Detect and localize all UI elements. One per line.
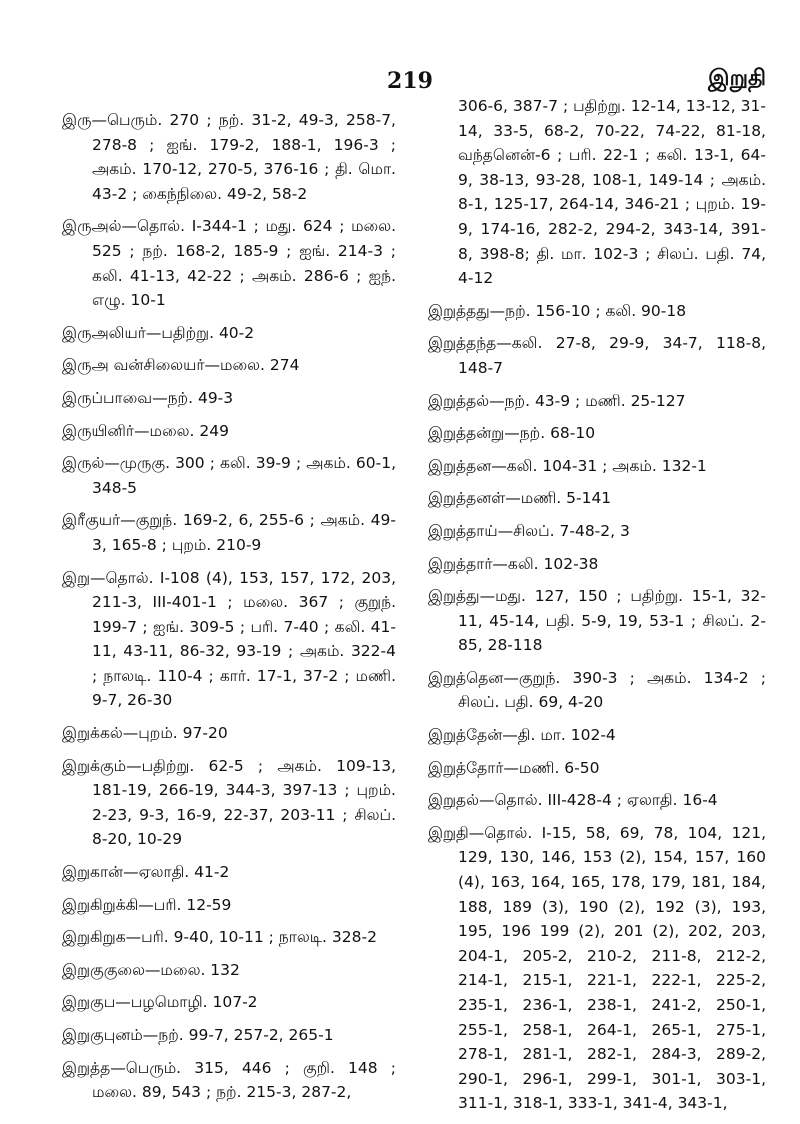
index-entry: இறுகுபுனம்—நற். 99-7, 257-2, 265-1 [62, 1026, 334, 1044]
index-entry: இருப்பாவை—நற். 49-3 [62, 388, 234, 407]
index-entry: இருஅலியர்—பதிற்று. 40-2 [62, 323, 255, 342]
index-entry: இருயினிர்—மலை. 249 [62, 421, 229, 440]
index-entry: இறுத்த—பெரும். 315, 446 ; குறி. 148 ; மலை. 89, 543 ; நற். 215-3, 287-2, [62, 1058, 396, 1102]
index-entry: இறுதி—தொல். I-15, 58, 69, 78, 104, 121, 129, 130, 146, 153 (2), 154, 157, 160 (4), 163, 164, 165, 178, 179, 181, 184, 188, 189 (3), 190 (2), 192 (3), 193, 195, 196 199 (2), 201 (2), 202, 203, 204-1, 205-2, 210-2, 211-8, 212-2, 214-1, 215-1, 221-1, 222-1, 225-2, 235-1, 236-1, 238-1, 241-2, 250-1, 255-1, 258-1, 264-1, 265-1, 275-1, 278-1, 281-1, 282-1, 284-3, 289-2, 290-1, 296-1, 299-1, 301-1, 303-1, 311-1, 318-1, 333-1, 341-4, 343-1, [428, 823, 766, 1113]
index-entry: இறுதல்—தொல். III-428-4 ; ஏலாதி. 16-4 [428, 791, 718, 810]
index-entry: இறுத்து—மது. 127, 150 ; பதிற்று. 15-1, 32-11, 45-14, பதி. 5-9, 19, 53-1 ; சிலப். 2-85, 28-118 [428, 587, 766, 655]
index-entry: இறுக்கும்—பதிற்று. 62-5 ; அகம். 109-13, 181-19, 266-19, 344-3, 397-13 ; புறம். 2-23, 9-3, 16-9, 22-37, 203-11 ; சிலப். 8-20, 10-29 [62, 756, 396, 849]
index-entry: இறுத்தன்று—நற். 68-10 [428, 424, 596, 443]
index-entry-continued: 306-6, 387-7 ; பதிற்று. 12-14, 13-12, 31-14, 33-5, 68-2, 70-22, 74-22, 81-18, வந்தனென்-6 ; பரி. 22-1 ; கலி. 13-1, 64-9, 38-13, 93-28, 108-1, 149-14 ; அகம். 8-1, 125-17, 264-14, 346-21 ; புறம். 19-9, 174-16, 282-2, 294-2, 343-14, 391-8, 398-8; தி. மா. 102-3 ; சிலப். பதி. 74, 4-12 [458, 97, 766, 288]
index-entry: இறுகிறுக—பரி. 9-40, 10-11 ; நாலடி. 328-2 [62, 928, 377, 947]
index-entry: இறுகுகுலை—மலை. 132 [62, 960, 240, 979]
index-entry: இறுத்தென—குறுந். 390-3 ; அகம். 134-2 ; சிலப். பதி. 69, 4-20 [428, 668, 766, 712]
index-entry: இறுகுப—பழமொழி. 107-2 [62, 993, 258, 1012]
index-entry: இருஅ வன்சிலையர்—மலை. 274 [62, 356, 300, 375]
index-entry: இருஅல்—தொல். I-344-1 ; மது. 624 ; மலை. 525 ; நற். 168-2, 185-9 ; ஐங். 214-3 ; கலி. 41-13, 42-22 ; அகம். 286-6 ; ஐந். எழு. 10-1 [62, 217, 396, 310]
index-entry: இரீகுயர்—குறுந். 169-2, 6, 255-6 ; அகம். 49-3, 165-8 ; புறம். 210-9 [62, 511, 396, 554]
index-entry: இறுத்தனள்—மணி. 5-141 [428, 489, 612, 508]
page-number: 219 [387, 68, 433, 94]
index-entry: இறு—தொல். I-108 (4), 153, 157, 172, 203, 211-3, III-401-1 ; மலை. 367 ; குறுந். 199-7 ; ஐங். 309-5 ; பரி. 7-40 ; கலி. 41-11, 43-11, 86-32, 93-19 ; அகம். 322-4 ; நாலடி. 110-4 ; கார். 17-1, 37-2 ; மணி. 9-7, 26-30 [62, 568, 396, 710]
index-entry: இறுக்கல்—புறம். 97-20 [62, 724, 228, 743]
index-column-right [428, 94, 766, 1124]
index-entry: இறுத்தார்—கலி. 102-38 [428, 554, 599, 573]
index-entry: இரு—பெரும். 270 ; நற். 31-2, 49-3, 258-7, 278-8 ; ஐங். 179-2, 188-1, 196-3 ; அகம். 170-12, 270-5, 376-16 ; தி. மொ. 43-2 ; கைந்நிலை. 49-2, 58-2 [62, 111, 396, 203]
index-entry: இறுத்தது—நற். 156-10 ; கலி. 90-18 [428, 301, 687, 320]
index-entry: இறுத்தல்—நற். 43-9 ; மணி. 25-127 [428, 391, 686, 410]
index-entry: இறுத்தோர்—மணி. 6-50 [428, 758, 600, 777]
index-column-left [62, 108, 396, 1113]
index-entry: இறுத்தந்த—கலி. 27-8, 29-9, 34-7, 118-8, 148-7 [428, 334, 766, 377]
index-entry: இறுத்தன—கலி. 104-31 ; அகம். 132-1 [428, 456, 707, 475]
running-head: இறுதி [708, 66, 766, 91]
index-entry: இறுகான்—ஏலாதி. 41-2 [62, 863, 230, 882]
index-entry: இருல்—முருகு. 300 ; கலி. 39-9 ; அகம். 60-1, 348-5 [62, 454, 396, 497]
index-entry: இறுகிறுக்கி—பரி. 12-59 [62, 895, 232, 914]
index-entry: இறுத்தாய்—சிலப். 7-48-2, 3 [428, 521, 630, 540]
index-entry: இறுத்தேன்—தி. மா. 102-4 [428, 726, 616, 745]
